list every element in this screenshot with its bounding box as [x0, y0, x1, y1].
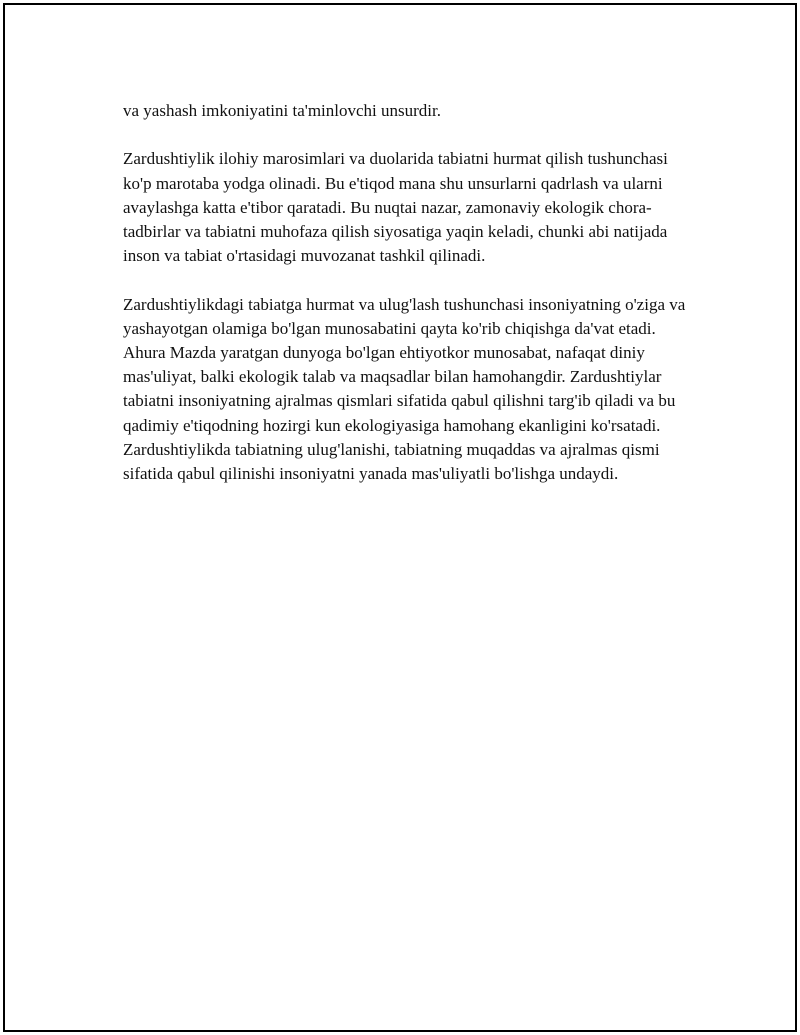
paragraph-continuation: va yashash imkoniyatini ta'minlovchi unsurdir. [123, 101, 441, 120]
paragraph-respect-nature: Zardushtiylikdagi tabiatga hurmat va ulug'lash tushunchasi insoniyatning o'ziga va yashayotgan olamiga bo'lgan munosabatini qayta ko'rib chiqishga da'vat etadi. Ahura Mazda yaratgan dunyoga bo'lgan ehtiyotkor munosabat, nafaqat diniy mas'uliyat, balki ekologik talab va maqsadlar bilan hamohangdir. Zardushtiylar tabiatni insoniyatning ajralmas qismlari sifatida qabul qilishni targ'ib qiladi va bu qadimiy e'tiqodning hozirgi kun ekologiyasiga hamohang ekanligini ko'rsatadi. Zardushtiylikda tabiatning ulug'lanishi, tabiatning muqaddas va ajralmas qismi sifatida qabul qilinishi insoniyatni yanada mas'uliyatli bo'lishga undaydi. [123, 294, 686, 484]
paragraph-rituals: Zardushtiylik ilohiy marosimlari va duolarida tabiatni hurmat qilish tushunchasi ko'p marotaba yodga olinadi. Bu e'tiqod mana shu unsurlarni qadrlash va ularni avaylashga katta e'tibor qaratadi. Bu nuqtai nazar, zamonaviy ekologik chora-tadbirlar va tabiatni muhofaza qilish siyosatiga yaqin keladi, chunki abi natijada inson va tabiat o'rtasidagi muvozanat tashkil qilinadi. [123, 149, 668, 266]
document-body [123, 99, 698, 510]
page-frame [3, 3, 797, 1032]
